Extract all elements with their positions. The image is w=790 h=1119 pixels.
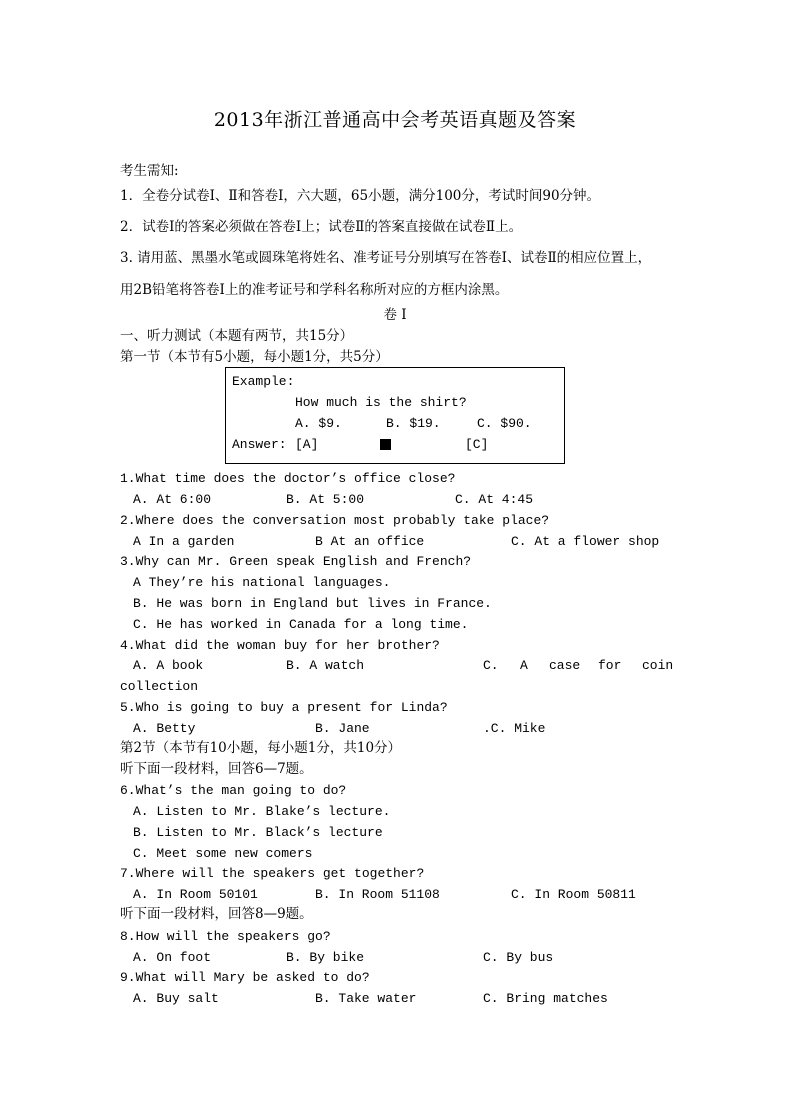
example-option-a: A. $9. xyxy=(295,416,342,431)
q3-option-a: A They’re his national languages. xyxy=(133,575,391,590)
example-option-c: C. $90. xyxy=(477,416,532,431)
q9-option-c: C. Bring matches xyxy=(483,991,608,1006)
notice-item-3-cont: 用2B铅笔将答卷Ⅰ上的准考证号和学科名称所对应的方框内涂黑。 xyxy=(120,282,509,298)
page-title: 2013年浙江普通高中会考英语真题及答案 xyxy=(213,109,577,131)
notice-item-2: 2．试卷Ⅰ的答案必须做在答卷Ⅰ上；试卷Ⅱ的答案直接做在试卷Ⅱ上。 xyxy=(120,219,523,235)
q2-option-c: C. At a flower shop xyxy=(511,534,660,549)
example-answer-c: [C] xyxy=(465,437,489,452)
q2-option-a: A In a garden xyxy=(133,534,235,549)
notice-heading: 考生需知: xyxy=(120,163,179,179)
question-9: 9.What will Mary be asked to do? xyxy=(120,970,370,985)
question-1: 1.What time does the doctor’s office close? xyxy=(120,471,456,486)
q8-option-c: C. By bus xyxy=(483,950,554,965)
example-answer-a: [A] xyxy=(295,437,319,452)
q4-option-c-letter: C. xyxy=(483,658,499,673)
q4-option-c-continued: collection xyxy=(120,679,199,694)
notice-item-3: 3. 请用蓝、黑墨水笔或圆珠笔将姓名、准考证号分别填写在答卷Ⅰ、试卷Ⅱ的相应位置上， xyxy=(120,250,652,266)
q8-option-a: A. On foot xyxy=(133,950,212,965)
q2-option-b: B At an office xyxy=(315,534,425,549)
question-7: 7.Where will the speakers get together? xyxy=(120,866,425,881)
q6-option-b: B. Listen to Mr. Black’s lecture xyxy=(133,825,383,840)
q5-option-c: .C. Mike xyxy=(483,721,546,736)
listen-instruction-8-9: 听下面一段材料，回答8—9题。 xyxy=(120,906,313,922)
q7-option-a: A. In Room 50101 xyxy=(133,887,258,902)
q4-option-c-word-4: coin xyxy=(642,658,674,673)
q1-option-a: A. At 6:00 xyxy=(133,492,212,507)
q1-option-c: C. At 4:45 xyxy=(455,492,534,507)
question-8: 8.How will the speakers go? xyxy=(120,929,331,944)
q6-option-a: A. Listen to Mr. Blake’s lecture. xyxy=(133,804,391,819)
section-1-heading: 第一节（本节有5小题，每小题1分，共5分） xyxy=(120,349,389,365)
q4-option-b: B. A watch xyxy=(286,658,365,673)
q5-option-b: B. Jane xyxy=(315,721,370,736)
question-6: 6.What’s the man going to do? xyxy=(120,783,347,798)
section-2-heading: 第2节（本节有10小题，每小题1分，共10分） xyxy=(120,740,402,756)
volume-heading: 卷 Ⅰ xyxy=(383,307,407,323)
q7-option-b: B. In Room 51108 xyxy=(315,887,440,902)
question-3: 3.Why can Mr. Green speak English and French? xyxy=(120,554,472,569)
q3-option-c: C. He has worked in Canada for a long time. xyxy=(133,617,469,632)
question-4: 4.What did the woman buy for her brother? xyxy=(120,638,440,653)
part-1-heading: 一、听力测试（本题有两节，共15分） xyxy=(120,328,354,344)
question-5: 5.Who is going to buy a present for Linda? xyxy=(120,700,448,715)
q8-option-b: B. By bike xyxy=(286,950,365,965)
q9-option-a: A. Buy salt xyxy=(133,991,219,1006)
q4-option-a: A. A book xyxy=(133,658,204,673)
listen-instruction-6-7: 听下面一段材料，回答6—7题。 xyxy=(120,761,313,777)
filled-answer-mark xyxy=(380,436,391,454)
q4-option-c-word-1: A xyxy=(520,658,528,673)
q4-option-c-word-2: case xyxy=(549,658,581,673)
q1-option-b: B. At 5:00 xyxy=(286,492,365,507)
example-box xyxy=(225,367,565,464)
q4-option-c-word-3: for xyxy=(598,658,622,673)
q6-option-c: C. Meet some new comers xyxy=(133,846,313,861)
question-2: 2.Where does the conversation most probably take place? xyxy=(120,513,550,528)
q5-option-a: A. Betty xyxy=(133,721,196,736)
q9-option-b: B. Take water xyxy=(315,991,417,1006)
q3-option-b: B. He was born in England but lives in France. xyxy=(133,596,492,611)
example-answer-label: Answer: xyxy=(232,437,287,452)
example-option-b: B. $19. xyxy=(386,416,441,431)
q7-option-c: C. In Room 50811 xyxy=(511,887,636,902)
example-question: How much is the shirt? xyxy=(295,395,467,410)
notice-item-1: 1．全卷分试卷Ⅰ、Ⅱ和答卷Ⅰ，六大题，65小题，满分100分，考试时间90分钟。 xyxy=(120,188,601,204)
example-label: Example: xyxy=(232,374,295,389)
